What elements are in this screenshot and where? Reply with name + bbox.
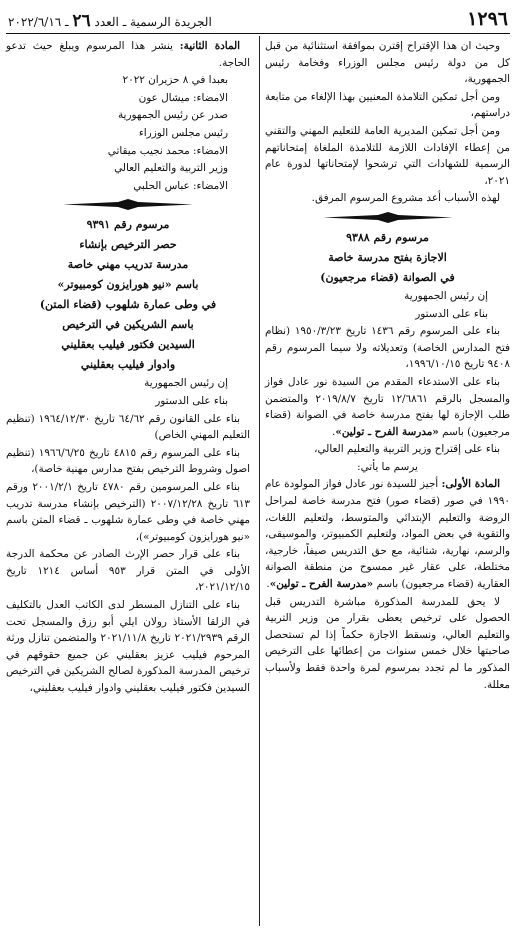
president-line: إن رئيس الجمهورية [144,377,228,390]
paragraph: لهذه الأسباب أعد مشروع المرسوم المرفق. [311,192,500,205]
signature-line: الامضاء: ميشال عون [138,91,228,104]
paragraph: وحيث ان هذا الإقتراح إقترن بموافقة استثنائية من قبل كل من دولة رئيس مجلس الوزراء وفخامة رئيس الجمهورية، [265,40,510,86]
paragraph: ومن أجل تمكين المديرية العامة للتعليم المهني والتقني من إعطاء الإفادات اللازمة للتلامذة الملغاة إمتحاناتهم الرسمية للشهادات التي ترشحوا لإمتحاناتها لدورة عام ٢٠٢١، [265,124,510,187]
issue-date: ـ ٢٠٢٢/٦/١٦ [8,15,69,29]
paragraph: بناء على المرسوم رقم ١٤٣٦ تاريخ ١٩٥٠/٣/٢٣ (نظام فتح المدارس الخاصة) وتعديلاته ولا سيما المرسوم رقم ٩٤٠٨ تاريخ ١٩٩٦/١٠/١٥، [265,325,510,371]
paragraph: لا يحق للمدرسة المذكورة مباشرة التدريس قبل الحصول على ترخيص يعطى بقرار من وزير التربية والتعليم العالي، ونسقط الاجازة حكماً إذا لم تستحصل صاحبتها خلال خمس سنوات من إعطائها على الترخيص المذكور ما لم تجدد بمرسوم لمرة واحدة فقط ولأسباب معللة. [265,595,510,691]
school-name: «مدرسة الفرح ـ تولين» [335,425,439,438]
date-line: بعبدا في ٨ حزيران ٢٠٢٢ [122,74,228,87]
decree-subject: باسم الشريكين في الترخيص [62,318,194,332]
decree-subject: وادوار فيليب بعقليني [80,358,176,372]
paragraph [265,374,510,440]
issuer-line: صدر عن رئيس الجمهورية [117,109,228,122]
page-number: ١٢٩٦ [467,8,508,30]
decree-subject: في وطى عمارة شلهوب (قضاء المتن) [39,298,217,312]
decrees-line: يرسم ما يأتي: [357,460,418,473]
column-divider [259,36,260,926]
signature-line: الامضاء: عباس الحلبي [133,179,228,192]
decree-subject: مدرسة تدريب مهني خاصة [67,258,189,272]
clause-end: . [266,578,270,591]
right-column [265,38,510,694]
decree-subject: باسم «نيو هورايزون كومبيوتر» [57,278,199,292]
article-label: المادة الأولى: [441,478,500,491]
minister-title: وزير التربية والتعليم العالي [114,162,228,175]
paragraph: بناء على التنازل المسطر لدى الكاتب العدل بالتكليف في الزلقا الأستاذ رولان ايلي أبو رزق والمسجل تحت الرقم ٢٠٢١/٢٩٣٩ تاريخ ٢٠٢١/١١/٨ والمتضمن تنازل ورثة المرحوم فيليب عزيز بعقليني عن جميع حقوقهم في ترخيص المدرسة المذكورة لصالح الشريكين في الترخيص السيدين فكتور فيليب بعقليني وادوار فيليب بعقليني، [6,599,250,695]
decree-subject: حصر الترخيص بإنشاء [79,238,177,252]
constitution-line: بناء على الدستور [155,394,228,407]
decree-subject: السيدين فكتور فيليب بعقليني [61,338,195,352]
journal-title [8,11,212,31]
paragraph: بناء على إقتراح وزير التربية والتعليم العالي، [314,443,500,456]
paragraph: بناء على المرسوم رقم ٤٨١٥ تاريخ ١٩٦٦/٦/٢٥ (تنظيم اصول وشروط الترخيص بفتح مدارس مهنية خاصة)، [6,446,250,476]
section-divider-ornament [63,199,193,210]
article-label: المادة الثانية: [179,40,241,52]
clause-end: . [332,425,336,438]
decree-title: مرسوم رقم ٩٣٩١ [86,218,170,232]
clause-text: بناء على الاستدعاء المقدم من السيدة نور عادل فواز والمسجل بالرقم ١٢/٦٨٦١ تاريخ ٢٠١٩/٨/٧ والمتضمن طلب الإجازة لها بفتح مدرسة خاصة في الصوانة (قضاء مرجعيون) باسم [265,375,510,438]
paragraph: بناء على المرسومين رقم ٤٧٨٠ تاريخ ٢٠٠١/٢/١ ورقم ٦١٣ تاريخ ٢٠٠٧/١٢/٢٨ (الترخيص بإنشاء مدرسة تدريب مهني خاصة في وطى عمارة شلهوب ـ قضاء المتن باسم «نيو هورايزون كومبيوتر»)، [6,480,250,543]
header-rule [6,33,510,34]
paragraph: ومن أجل تمكين التلامذة المعنيين بهذا الإلغاء من متابعة دراستهم، [265,90,510,120]
signature-line: الامضاء: محمد نجيب ميقاتي [107,144,228,157]
decree-title: مرسوم رقم ٩٣٨٨ [346,230,429,244]
page-header [6,6,510,32]
article-text: أجيز للسيدة نور عادل فواز المولودة عام ١٩٩٠ في صور (قضاء صور) فتح مدرسة خاصة لمراحل الروضة والتعليم الإبتدائي والمتوسط، ولتعليم اللغات، والتقوية في بعض المواد، ولتعليم الكمبيوتر، والموسيقى، والرسم، نهارية، شتائية، مع حق التدريس صيفاً، خارجية، مختلطة، على عقار غير ممسوح من منطقة الصوانة العقارية (قضاء مرجعيون) باسم [265,478,510,591]
president-line: إن رئيس الجمهورية [404,289,488,302]
article-2 [6,38,250,71]
journal-name: الجريدة الرسمية ـ العدد [94,15,212,29]
paragraph: بناء على القانون رقم ٦٤/٦٢ تاريخ ١٩٦٤/١٢/٣٠ (تنظيم التعليم المهني الخاص) [6,412,250,442]
left-column [6,38,250,698]
school-name: «مدرسة الفرح ـ تولين» [269,578,374,591]
article-text: ينشر هذا المرسوم ويبلغ حيث تدعو الحاجة. [6,40,250,69]
decree-subject: الاجازة بفتح مدرسة خاصة [328,250,447,264]
article-1 [265,476,510,592]
paragraph: بناء على قرار حصر الإرث الصادر عن محكمة الدرجة الأولى في المتن قرار ٩٥٣ أساس ١٢١٤ تاريخ ٢٠٢١/١٢/١٥، [6,548,250,594]
constitution-line: بناء على الدستور [415,307,488,320]
decree-subject: في الصوانة (قضاء مرجعيون) [320,270,455,284]
pm-title: رئيس مجلس الوزراء [138,126,228,139]
section-divider-ornament [323,212,453,223]
issue-number: ٢٦ [72,11,91,31]
